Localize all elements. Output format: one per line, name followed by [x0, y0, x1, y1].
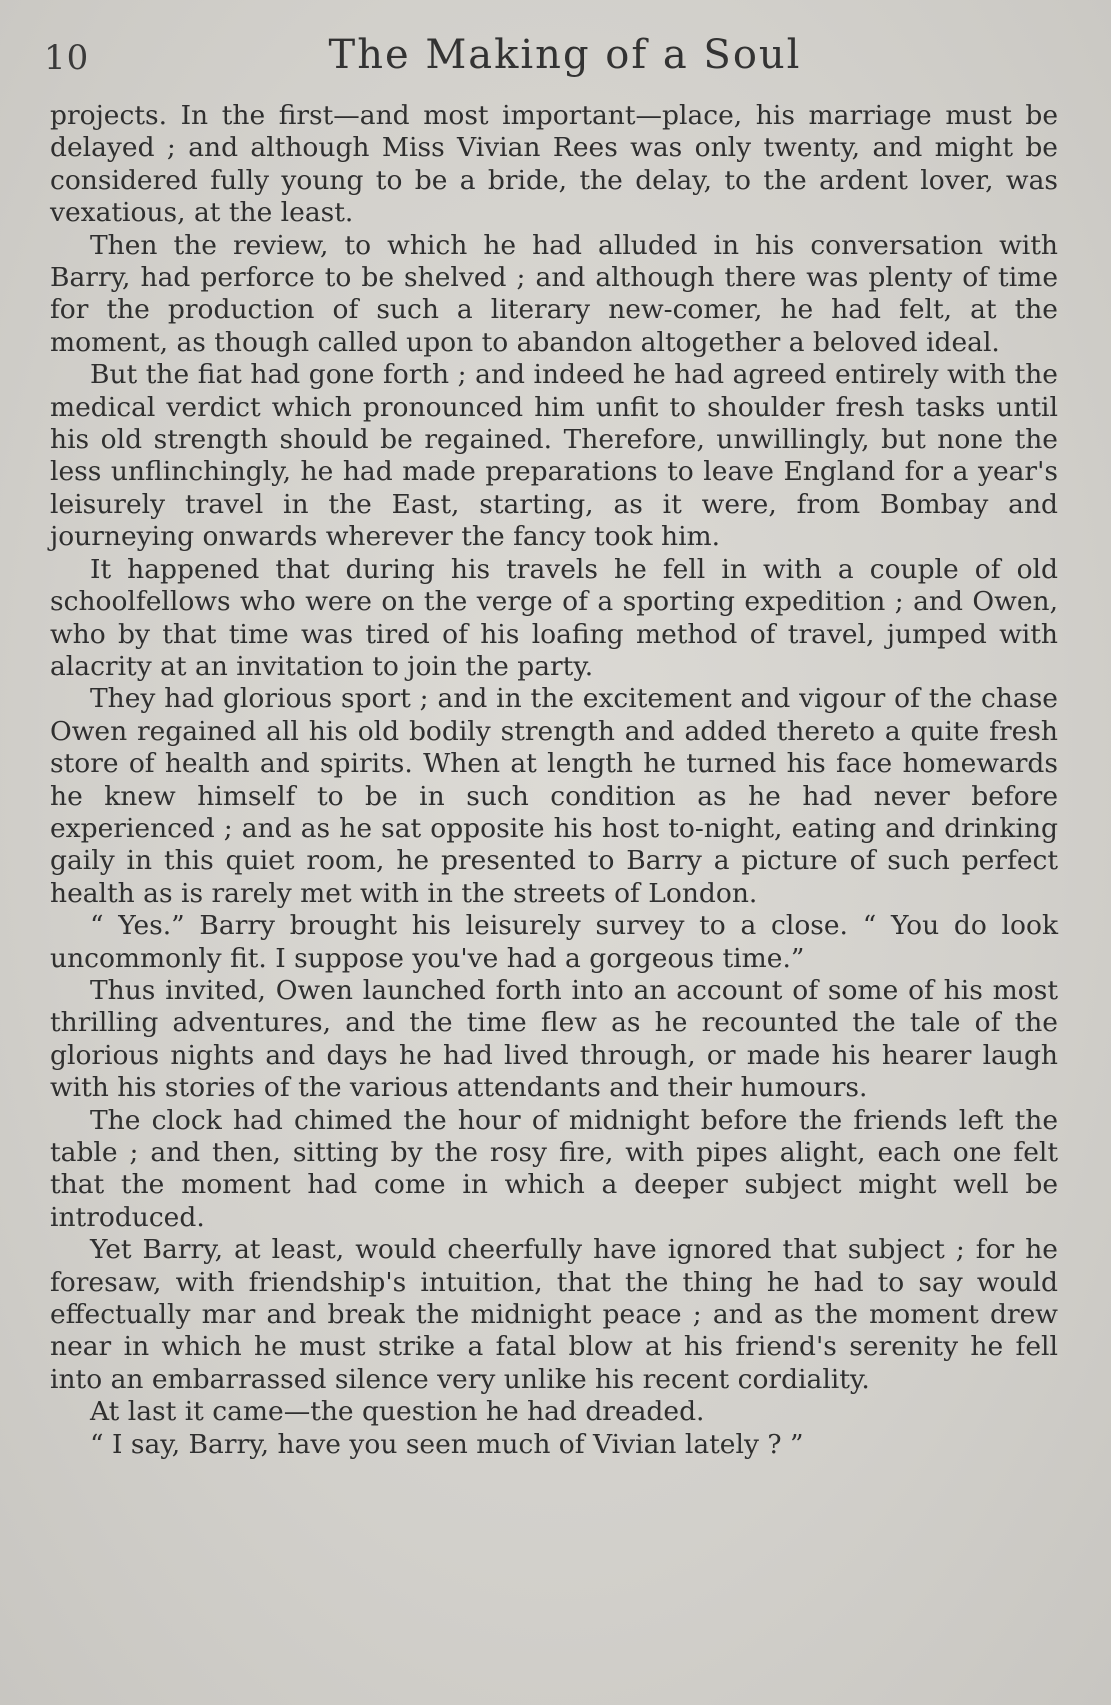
paragraph: The clock had chimed the hour of midnight before the friends left the table ; and then, sitting by the rosy fire, with pipes alight, each one felt that the moment had come in which a deeper subject might well be introduced.: [50, 1104, 1058, 1233]
paragraph: “ Yes.” Barry brought his leisurely survey to a close. “ You do look uncommonly fit. I suppose you've had a gorgeous time.”: [50, 910, 1058, 974]
paragraph: projects. In the first—and most important—place, his marriage must be delayed ; and although Miss Vivian Rees was only twenty, and might be considered fully young to be a bride, the delay, to the ardent lover, was vexatious, at the least.: [50, 100, 1058, 229]
paragraph: Yet Barry, at least, would cheerfully have ignored that subject ; for he foresaw, with friendship's intuition, that the thing he had to say would effectually mar and break the midnight peace ; and as the moment drew near in which he must strike a fatal blow at his friend's serenity he fell into an embarrassed silence very unlike his recent cordiality.: [50, 1234, 1058, 1395]
paragraph: Then the review, to which he had alluded in his conversation with Barry, had perforce to be shelved ; and although there was plenty of time for the production of such a literary new-comer, he had felt, at the moment, as though called upon to abandon altogether a beloved ideal.: [50, 229, 1058, 358]
page-header: [44, 28, 1066, 88]
paragraph: They had glorious sport ; and in the excitement and vigour of the chase Owen regained all his old bodily strength and added thereto a quite fresh store of health and spirits. When at length he turned his face homewards he knew himself to be in such condition as he had never before experienced ; and as he sat opposite his host to-night, eating and drinking gaily in this quiet room, he presented to Barry a picture of such perfect health as is rarely met with in the streets of London.: [50, 683, 1058, 909]
body-text: [50, 100, 1058, 1461]
paragraph: At last it came—the question he had dreaded.: [90, 1396, 705, 1428]
paragraph: But the fiat had gone forth ; and indeed he had agreed entirely with the medical verdict which pronounced him unfit to shoulder fresh tasks until his old strength should be regained. Therefore, unwillingly, but none the less unflinchingly, he had made preparations to leave England for a year's leisurely travel in the East, starting, as it were, from Bombay and journeying onwards wherever the fancy took him.: [50, 359, 1058, 553]
running-title: The Making of a Soul: [328, 32, 802, 78]
paragraph: Thus invited, Owen launched forth into an account of some of his most thrilling adventures, and the time flew as he recounted the tale of the glorious nights and days he had lived through, or made his hearer laugh with his stories of the various attendants and their humours.: [50, 974, 1058, 1104]
paragraph: It happened that during his travels he fell in with a couple of old schoolfellows who were on the verge of a sporting expedition ; and Owen, who by that time was tired of his loafing method of travel, jumped with alacrity at an invitation to join the party.: [50, 553, 1058, 682]
page-number: 10: [44, 38, 90, 78]
paragraph: “ I say, Barry, have you seen much of Vivian lately ? ”: [90, 1428, 804, 1460]
